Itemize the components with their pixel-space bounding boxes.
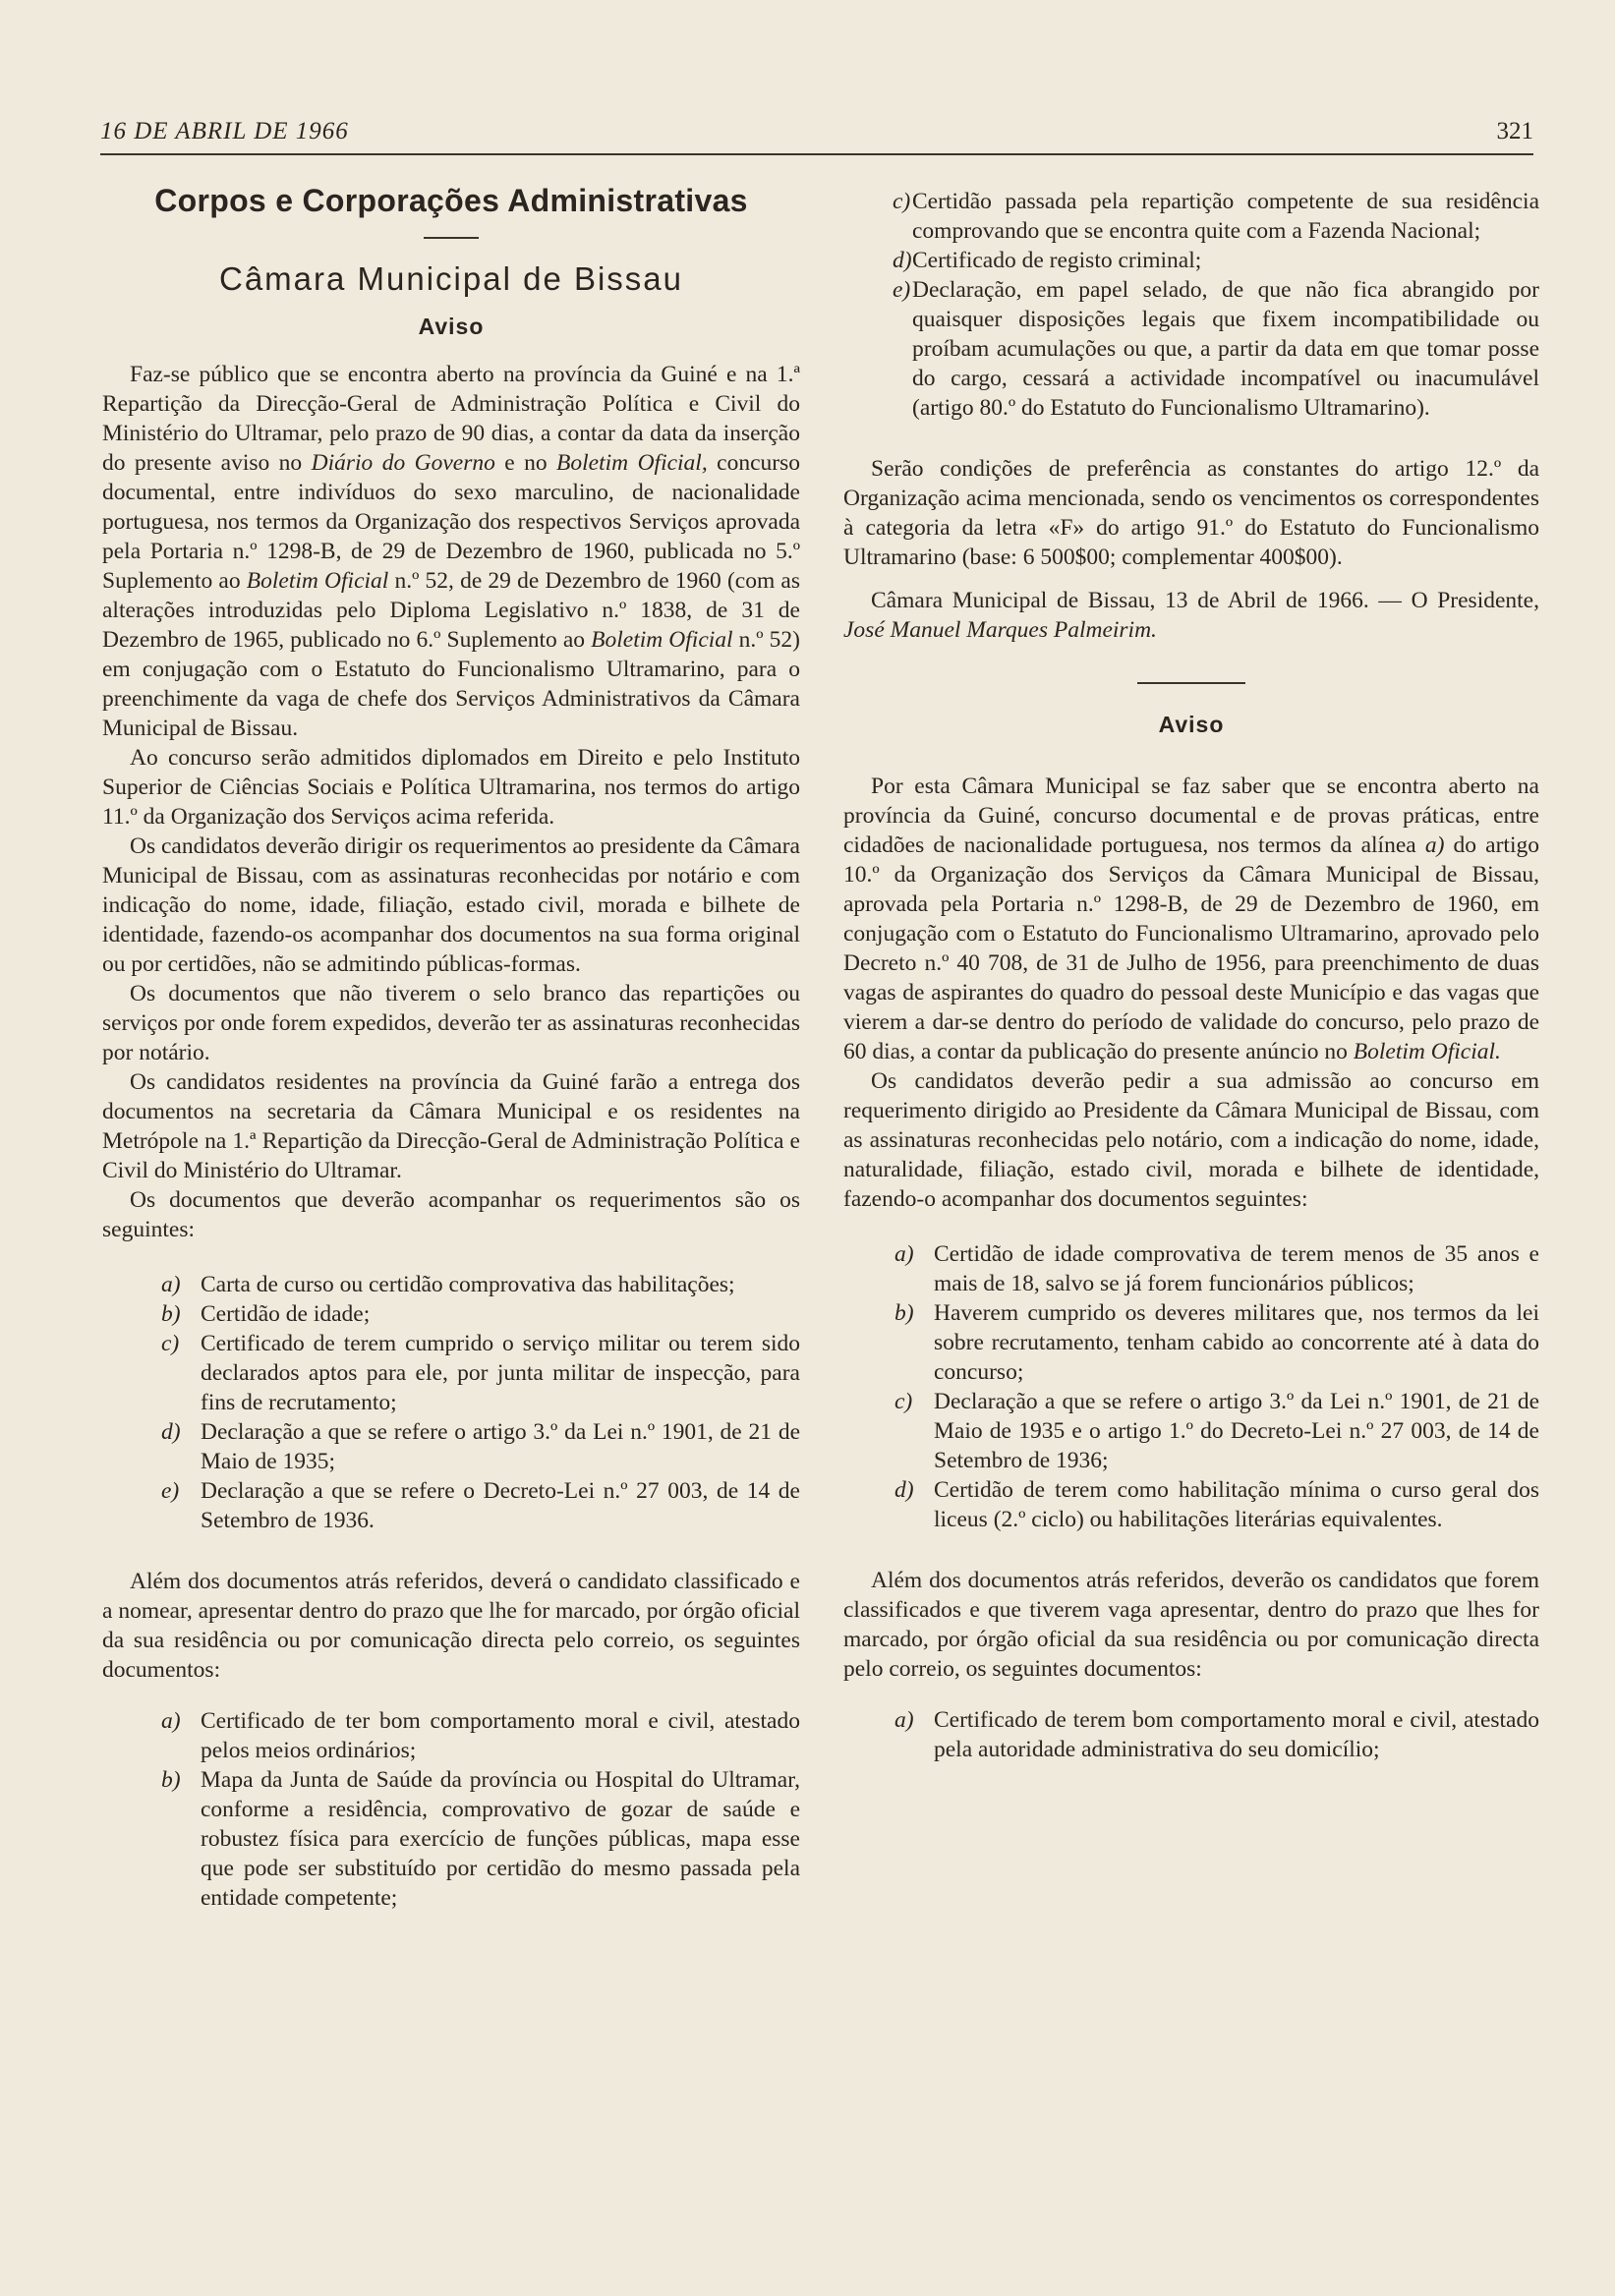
list-item: c) Certidão passada pela repartição competente de sua residência comprovando que se encontra quite com a Fazenda Nacional; [893,189,1539,244]
signature-paragraph: Câmara Municipal de Bissau, 13 de Abril de 1966. — O Presidente, José Manuel Marques Palmeirim. [843,588,1539,643]
document-list [843,1705,1539,1764]
left-column [102,183,800,1930]
paragraph: Os candidatos residentes na província da Guiné farão a entrega dos documentos na secretaria da Câmara Municipal e os residentes na Metrópole na 1.ª Repartição da Direcção-Geral de Administração Política e Civil do Ministério do Ultramar. [102,1069,800,1183]
list-item: e) Declaração, em papel selado, de que não fica abrangido por quaisquer disposições legais que fixem incompatibilidade ou proíbam acumulações ou que, a partir da data em que tomar posse do cargo, cessará a actividade incompatível ou inacumulável (artigo 80.º do Estatuto do Funcionalismo Ultramarino). [893,277,1539,421]
organization-name: Câmara Municipal de Bissau [218,260,684,297]
list-item: a) Certidão de idade comprovativa de terem menos de 35 anos e mais de 18, salvo se já forem funcionários públicos; [894,1241,1539,1296]
paragraph: Os documentos que deverão acompanhar os requerimentos são os seguintes: [102,1187,800,1242]
list-item: a) Carta de curso ou certidão comprovativa das habilitações; [161,1272,735,1297]
list-item: e) Declaração a que se refere o Decreto-Lei n.º 27 003, de 14 de Setembro de 1936. [161,1478,800,1533]
list-item: d) Certificado de registo criminal; [893,248,1202,273]
notice-divider [1137,682,1245,684]
document-list [843,1239,1539,1534]
document-list [102,1270,800,1535]
list-item: b) Mapa da Junta de Saúde da província ou Hospital do Ultramar, conforme a residência, comprovativo de gozar de saúde e robustez física para exercício de funções públicas, mapa esse que pode ser substituído por certidão do mesmo passada pela entidade competente; [161,1767,800,1911]
list-item: c) Certificado de terem cumprido o serviço militar ou terem sido declarados aptos para ele, por junta militar de inspecção, para fins de recrutamento; [161,1331,800,1415]
notice-title: Aviso [418,314,485,339]
paragraph: Ao concurso serão admitidos diplomados em Direito e pelo Instituto Superior de Ciências Sociais e Política Ultramarina, nos termos do artigo 11.º da Organização dos Serviços acima referida. [102,745,800,830]
section-title: Corpos e Corporações Administrativas [154,183,748,218]
paragraph: Além dos documentos atrás referidos, deverá o candidato classificado e a nomear, apresentar dentro do prazo que lhe for marcado, por órgão oficial da sua residência ou por comunicação directa pelo correio, os seguintes documentos: [102,1569,800,1683]
document-list [843,187,1539,423]
signatory-name: José Manuel Marques Palmeirim. [843,617,1157,643]
paragraph: Os documentos que não tiverem o selo branco das repartições ou serviços por onde forem expedidos, deverão ter as assinaturas reconhecidas por notário. [102,981,800,1065]
header-date: 16 DE ABRIL DE 1966 [100,118,349,144]
paragraph: Por esta Câmara Municipal se faz saber que se encontra aberto na província da Guiné, concurso documental e de provas práticas, entre cidadões de nacionalidade portuguesa, nos termos da alínea a) do artigo 10.º da Organização dos Serviços da Câmara Municipal de Bissau, aprovada pela Portaria n.º 1298-B, de 29 de Dezembro de 1960, em conjugação com o Estatuto do Funcionalismo Ultramarino, aprovado pelo Decreto n.º 40 708, de 31 de Julho de 1956, para preenchimento de duas vagas de aspirantes do quadro do pessoal deste Município e das vagas que vierem a dar-se dentro do período de validade do concurso, pelo prazo de 60 dias, a contar da publicação do presente anúncio no Boletim Oficial. [843,774,1539,1064]
paragraph: Os candidatos deverão pedir a sua admissão ao concurso em requerimento dirigido ao Presidente da Câmara Municipal de Bissau, com as assinaturas reconhecidas pelo notário, com a indicação do nome, idade, naturalidade, filiação, estado civil, morada e bilhete de identidade, fazendo-o acompanhar dos documentos seguintes: [843,1068,1539,1212]
notice-title: Aviso [1158,712,1225,737]
right-column [843,187,1539,1782]
list-item: a) Certificado de terem bom comportamento moral e civil, atestado pela autoridade administrativa do seu domicílio; [894,1707,1539,1762]
list-item: a) Certificado de ter bom comportamento moral e civil, atestado pelos meios ordinários; [161,1708,800,1763]
title-divider [424,237,479,239]
list-item: b) Certidão de idade; [161,1301,371,1327]
paragraph: Os candidatos deverão dirigir os requerimentos ao presidente da Câmara Municipal de Bissau, com as assinaturas reconhecidas por notário e com indicação do nome, idade, filiação, estado civil, morada e bilhete de identidade, fazendo-os acompanhar dos documentos na sua forma original ou por certidões, não se admitindo públicas-formas. [102,833,800,977]
list-item: d) Certidão de terem como habilitação mínima o curso geral dos liceus (2.º ciclo) ou habilitações literárias equivalentes. [894,1477,1539,1532]
page-number: 321 [1496,118,1533,144]
paragraph: Faz-se público que se encontra aberto na província da Guiné e na 1.ª Repartição da Direcção-Geral de Administração Política e Civil do Ministério do Ultramar, pelo prazo de 90 dias, a contar da data da inserção do presente aviso no Diário do Governo e no Boletim Oficial, concurso documental, entre indivíduos do sexo marculino, de nacionalidade portuguesa, nos termos da Organização dos respectivos Serviços aprovada pela Portaria n.º 1298-B, de 29 de Dezembro de 1960, publicada no 5.º Suplemento ao Boletim Oficial n.º 52, de 29 de Dezembro de 1960 (com as alterações introduzidas pelo Diploma Legislativo n.º 1838, de 31 de Dezembro de 1965, publicado no 6.º Suplemento ao Boletim Oficial n.º 52) em conjugação com o Estatuto do Funcionalismo Ultramarino, para o preenchimente da vaga de chefe dos Serviços Administrativos da Câmara Municipal de Bissau. [102,362,800,741]
paragraph: Além dos documentos atrás referidos, deverão os candidatos que forem classificados e que tiverem vaga apresentar, dentro do prazo que lhes for marcado, por órgão oficial da sua residência ou por comunicação directa pelo correio, os seguintes documentos: [843,1568,1539,1682]
list-item: b) Haverem cumprido os deveres militares que, nos termos da lei sobre recrutamento, tenham cabido ao concorrente até à data do concurso; [894,1300,1539,1385]
page-header [100,114,1533,155]
document-list [102,1706,800,1913]
list-item: d) Declaração a que se refere o artigo 3.º da Lei n.º 1901, de 21 de Maio de 1935; [161,1419,800,1474]
paragraph: Serão condições de preferência as constantes do artigo 12.º da Organização acima mencionada, sendo os vencimentos os correspondentes à categoria da letra «F» do artigo 91.º do Estatuto do Funcionalismo Ultramarino (base: 6 500$00; complementar 400$00). [843,456,1539,570]
list-item: c) Declaração a que se refere o artigo 3.º da Lei n.º 1901, de 21 de Maio de 1935 e o artigo 1.º do Decreto-Lei n.º 27 003, de 14 de Setembro de 1936; [894,1389,1539,1473]
